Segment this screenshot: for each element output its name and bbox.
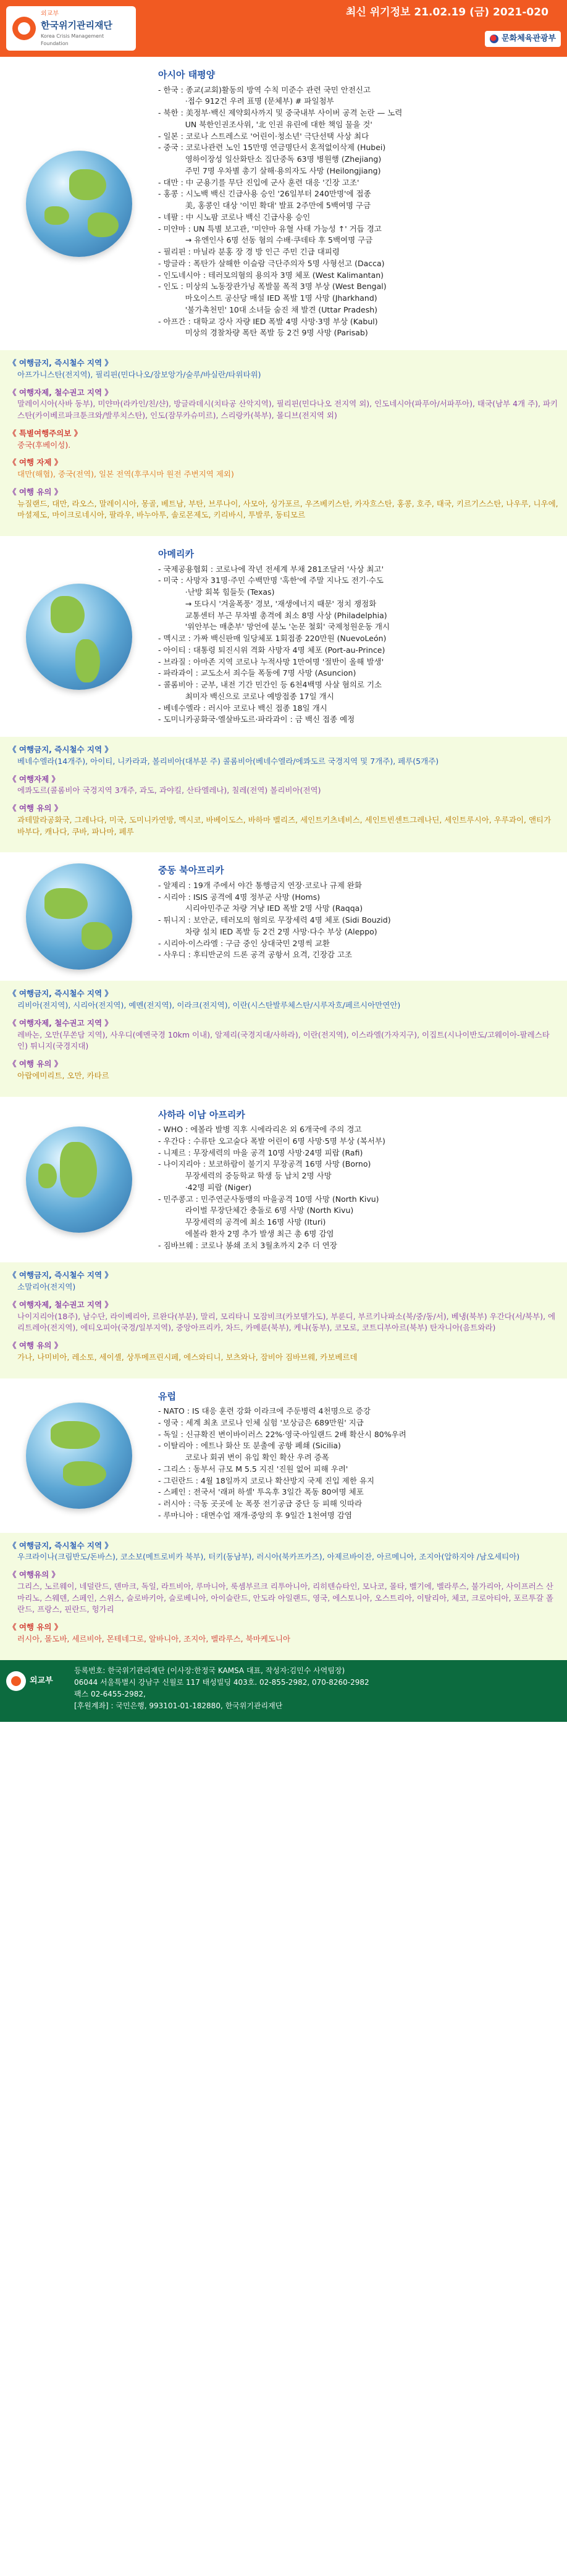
advisory-heading: 《 여행 유의 》	[9, 1341, 62, 1350]
globe-icon	[26, 151, 132, 257]
globe-column	[5, 863, 153, 970]
regions-container	[0, 57, 567, 1660]
news-item: '불가촉천민' 10대 소녀들 숨진 채 발견 (Uttar Pradesh)	[158, 304, 378, 314]
news-item: - 영국 : 세계 최초 코로나 인체 실험 '보상금은 689만원' 지급	[158, 1417, 364, 1427]
travel-advisory	[0, 1262, 567, 1378]
foundation-logo-icon	[12, 17, 36, 40]
advisory-countries: 우크라이나(크림반도/돈바스), 코소보(메트로비카 북부), 터키(동남부), 러시아(북카프카즈), 아제르바이잔, 아르메니아, 조지아(압하지야 /남오세티아)	[17, 1552, 520, 1562]
news-item: 에볼라 환자 2명 추가 발생 최근 총 6명 감염	[158, 1228, 334, 1238]
news-item: - 북한 : 美정부·백신 제약회사까지 및 중국내부 사이버 공격 논란 — 노력	[158, 108, 403, 117]
advisory-countries: 리비아(전지역), 시리아(전지역), 예멘(전지역), 이라크(전지역), 이란(시스탄발루체스탄/시루자흐/페르시아만연안)	[17, 1001, 401, 1010]
news-item: - 한국 : 종교(교회)활동의 방역 수칙 미준수 관련 국민 안전신고	[158, 85, 371, 94]
news-item: - 그린란드 : 4월 18일까지 코로나 확산방지 국제 진입 제한 유지	[158, 1475, 375, 1485]
news-item: - 대만 : 中 군용기를 무단 진입에 군사 훈련 대응 '긴장 고조'	[158, 177, 359, 187]
news-item: - 홍콩 : 시노백 백신 긴급사용 승인 '26일부터 240만명'에 접종	[158, 189, 371, 199]
globe-land-shape	[51, 596, 85, 633]
advisory-group	[9, 1622, 558, 1645]
news-item: - 독일 : 신규확진 변이바이러스 22%·영국·아일랜드 2배 확산시 80%우려	[158, 1429, 406, 1439]
news-item: - 알제리 : 19개 주에서 야간 통행금지 연장·코로나 규제 완화	[158, 880, 363, 890]
news-item: - 짐바브웨 : 코로나 봉쇄 조치 3월초까지 2주 더 연장	[158, 1240, 337, 1250]
region-section	[0, 536, 567, 852]
advisory-group	[9, 803, 558, 837]
advisory-countries: 아랍에미리트, 오만, 카타르	[17, 1070, 109, 1080]
advisory-countries: 레바논, 오만(무쏜담 지역), 사우디(예멘국경 10km 이내), 알제리(국경지대/사하라), 이란(전지역), 이스라엘(가자지구), 이집트(시나이반도/고웨이아-팔레스타인) 튀니지(국경지대)	[17, 1030, 550, 1051]
news-item: 차량 설치 IED 폭발 등 2건 2명 사망·다수 부상 (Aleppo)	[158, 926, 377, 936]
news-item: - 멕시코 : 가짜 백신판매 일당체포 1회접종 220만원 (NuevoLeón)	[158, 634, 387, 643]
news-item: - 인도네시아 : 테러모의혐의 용의자 3명 체포 (West Kalimantan)	[158, 270, 384, 280]
globe-column	[5, 547, 153, 726]
globe-icon	[26, 1403, 132, 1509]
globe-land-shape	[82, 922, 112, 950]
advisory-heading: 《 여행 자제 》	[9, 458, 62, 468]
news-item: 교통센터 부근 무차별 총격에 최소 8명 사상 (Philadelphia)	[158, 610, 387, 620]
advisory-countries: 베네수엘라(14개주), 아이티, 니카라과, 볼리비아(대부분 주) 콜롬비아(베네수엘라/에콰도르 국경지역 및 7개주), 페루(5개주)	[17, 756, 439, 766]
news-item: - NATO : IS 대응 훈련 강화 이라크에 주둔병력 4천명으로 증강	[158, 1406, 371, 1416]
news-list	[158, 85, 560, 340]
news-item: - 브라질 : 아마존 지역 코로나 누적사망 1만여명 '절반이 올해 발생'	[158, 657, 384, 666]
news-item: - 미얀마 : UN 특별 보고관, '미얀마 유혈 사태 가능성 ↑' 거듭 경고	[158, 224, 382, 233]
logo-english: Korea Crisis Management Foundation	[41, 33, 104, 46]
news-item: 라이벌 무장단체간 충돌로 6명 사망 (North Kivu)	[158, 1206, 354, 1215]
globe-land-shape	[44, 206, 69, 225]
advisory-heading: 《 여행 유의 》	[9, 1059, 62, 1068]
news-item: - 니제르 : 무장세력의 마을 공격 10명 사망·24명 피랍 (Rafi)	[158, 1147, 363, 1157]
advisory-countries: 과테말라공화국, 그레나다, 미국, 도미니카연방, 멕시코, 바베이도스, 바하마 벨리즈, 세인트키츠네비스, 세인트빈센트그레나딘, 세인트루시아, 우루과이, 앤티가바부다, 캐나다, 쿠바, 파나마, 페루	[17, 815, 552, 836]
advisory-countries: 말레이시아(사바 동부), 미얀마(라카인/친/샨), 방글라데시(치타공 산악지역), 필리핀(민다나오 전지역 외), 인도네시아(파푸아/서파푸아), 태국(남부 4개 주), 파키스탄(카이베르파크툰크와/발루치스탄), 인도(잠무카슈미르), 스리랑카(북부), 몰디브(전지역 외)	[17, 399, 558, 420]
advisory-group	[9, 1569, 558, 1616]
news-item: → 유엔인사 6명 선동 혐의 수배·쿠데타 후 5백여명 구금	[158, 235, 373, 245]
advisory-countries: 중국(후베이성).	[17, 440, 71, 450]
advisory-heading: 《 여행자제, 철수권고 지역 》	[9, 1018, 112, 1028]
news-item: - 튀니지 : 보안군, 테러모의 혐의로 무장세력 4명 체포 (Sidi Bouzid)	[158, 915, 391, 925]
news-item: - 아이티 : 대통령 퇴진시위 격화 사망자 4명 체포 (Port-au-Prince)	[158, 645, 385, 655]
globe-icon	[26, 863, 132, 970]
globe-land-shape	[38, 1164, 57, 1188]
region-news	[0, 57, 567, 350]
advisory-heading: 《 여행자제, 철수권고 지역 》	[9, 1299, 112, 1309]
advisory-heading: 《 여행 유의 》	[9, 487, 62, 497]
advisory-group	[9, 1270, 558, 1293]
advisory-heading: 《 여행금지, 즉시철수 지역 》	[9, 745, 112, 754]
advisory-group	[9, 428, 558, 451]
news-item: - 중국 : 코로나관련 노인 15만명 연금명단서 혼적없이삭제 (Hubei)	[158, 143, 386, 153]
news-item: - 국제공용협회 : 코로나에 작년 전세계 부채 281조달러 '사상 최고'	[158, 564, 384, 574]
region-title: 중동 북아프리카	[158, 865, 224, 876]
globe-land-shape	[60, 1142, 97, 1198]
advisory-countries: 소말리아(전지역)	[17, 1282, 76, 1291]
news-item: - 루마니아 : 대면수업 재개·중앙의 후 9일간 1천여명 감염	[158, 1510, 352, 1520]
globe-land-shape	[44, 888, 88, 919]
ministry-badge	[485, 31, 561, 47]
advisory-group	[9, 387, 558, 422]
advisory-group	[9, 487, 558, 521]
travel-advisory	[0, 1533, 567, 1660]
news-item: - 민주콩고 : 민주연군사동맹의 마을공격 10명 사망 (North Kivu)	[158, 1194, 379, 1204]
foundation-logo[interactable]	[6, 6, 136, 51]
news-item: - 나이지리아 : 보코하람이 불기지 무장공격 16명 사망 (Borno)	[158, 1159, 371, 1169]
advisory-group	[9, 1299, 558, 1334]
news-list	[158, 564, 560, 726]
advisory-countries: 아프가니스탄(전지역), 필리핀(민다나오/잠보앙가/술루/바실란/타위타위)	[17, 369, 261, 379]
news-item: - 필리핀 : 마닐라 분홍 장 경 방 인근 주민 긴급 대피령	[158, 247, 340, 256]
advisory-group	[9, 358, 558, 381]
advisory-heading: 《 특별여행주의보 》	[9, 428, 82, 438]
news-item: → 또다시 '겨울폭풍' 경보, '재생에너지 때문' 정치 쟁점화	[158, 598, 377, 608]
footer-logo-icon	[6, 1671, 26, 1691]
advisory-heading: 《 여행유의 》	[9, 1570, 60, 1579]
news-item: - 이탈리아 : 에트나 화산 또 분출에 공항 폐쇄 (Sicilia)	[158, 1441, 341, 1451]
advisory-heading: 《 여행자제 》	[9, 774, 60, 784]
advisory-group	[9, 457, 558, 480]
ministry-emblem-icon	[490, 35, 498, 43]
advisory-heading: 《 여행 유의 》	[9, 803, 62, 813]
advisory-heading: 《 여행금지, 즉시철수 지역 》	[9, 358, 112, 367]
region-news	[0, 1378, 567, 1533]
news-item: - 시리아 : ISIS 공격에 4명 정부군 사망 (Homs)	[158, 892, 321, 902]
globe-land-shape	[88, 212, 119, 237]
news-item: - 도미니카공화국·엘살바도르·파라과이 : 금 백신 접종 예정	[158, 715, 355, 724]
travel-advisory	[0, 981, 567, 1096]
news-item: 마오이스트 공산당 매설 IED 폭발 1명 사망 (Jharkhand)	[158, 293, 377, 303]
page-title: 최신 위기정보 21.02.19 (금) 2021-020	[346, 6, 548, 19]
globe-column	[5, 1390, 153, 1522]
news-item: ·난방 회복 힘들듯 (Texas)	[158, 587, 275, 597]
news-item: - 스페인 : 전국서 '래퍼 하셀' 투옥후 3일간 폭동 80여명 체포	[158, 1487, 364, 1497]
globe-column	[5, 1108, 153, 1252]
advisory-countries: 대만(해협), 중국(전역), 일본 전역(후쿠시마 원전 주변지역 제외)	[17, 469, 234, 479]
news-item: - 그리스 : 동부서 규모 M 5.5 지진 '진원 없어 피해 우려'	[158, 1464, 348, 1474]
news-item: - WHO : 에볼라 발병 직후 시에라리온 외 6개국에 주의 경고	[158, 1125, 362, 1134]
news-item: - 베네수엘라 : 러시아 코로나 백신 접종 18일 개시	[158, 703, 327, 713]
news-list	[158, 1124, 560, 1251]
news-item: 무장세력의 중등학교 학생 등 납치 2명 사망	[158, 1171, 332, 1180]
news-item: 영하이장성 일산화탄소 집단중독 63명 병원행 (Zhejiang)	[158, 154, 382, 164]
news-item: - 아프간 : 대학교 강사 자량 IED 폭발 4명 사망·3명 부상 (Kabul)	[158, 316, 378, 326]
news-item: UN 북한인권조사위, '北 인권 유린에 대한 책임 물을 것'	[158, 119, 372, 129]
globe-column	[5, 68, 153, 339]
region-content	[153, 547, 560, 726]
region-content	[153, 68, 560, 339]
advisory-group	[9, 1059, 558, 1082]
region-title: 아메리카	[158, 548, 194, 560]
advisory-countries: 러시아, 몰도바, 세르비아, 몬테네그로, 알바니아, 조지아, 벨라루스, 북마케도니아	[17, 1634, 291, 1643]
globe-land-shape	[63, 1461, 106, 1486]
footer	[0, 1660, 567, 1722]
advisory-countries: 뉴질랜드, 대만, 라오스, 말레이시아, 몽골, 베트남, 부탄, 브루나이, 사모아, 싱가포르, 우즈베키스탄, 카자흐스탄, 홍콩, 호주, 태국, 키르기스스탄, 나우루, 니우에, 마셜제도, 마이크로네시아, 팔라우, 바누아투, 솔로몬제도, 키리바시, 투발루, 동티모르	[17, 498, 558, 520]
advisory-group	[9, 1018, 558, 1052]
footer-line-3: 팩스 02-6455-2982,	[74, 1689, 146, 1698]
region-section	[0, 57, 567, 536]
news-item: - 시리아·이스라엘 : 구금 중인 상대국민 2명씩 교환	[158, 938, 330, 948]
region-section	[0, 852, 567, 1096]
footer-logo	[6, 1669, 68, 1693]
footer-logo-name: 외교부	[30, 1676, 53, 1685]
footer-line-4: [후원계좌] : 국민은행, 993101-01-182880, 한국위기관리재단	[74, 1701, 283, 1711]
news-item: 무장세력의 공격에 최소 16명 사망 (Ituri)	[158, 1217, 326, 1227]
news-item: - 우간다 : 수류탄 오고술다 폭발 어린이 6명 사망·5명 부상 (복서부)	[158, 1136, 385, 1146]
news-item: ·42명 피랍 (Niger)	[158, 1182, 252, 1192]
advisory-group	[9, 1340, 558, 1364]
advisory-group	[9, 988, 558, 1012]
advisory-group	[9, 774, 558, 797]
advisory-heading: 《 여행금지, 즉시철수 지역 》	[9, 1540, 112, 1550]
globe-land-shape	[75, 639, 100, 682]
advisory-group	[9, 744, 558, 768]
advisory-countries: 나이지리아(18주), 남수단, 라이베리아, 르완다(부분), 말리, 모리타니 모잠비크(카보델가도), 부룬디, 부르키나파소(북/중/동/서), 베냉(북부) 우간다(서/북부), 에리트레아(전지역), 에티오피아(국경/일부지역), 중앙아프리카, 차드, 카메룬(북부), 케냐(동부), 코모로, 코트디부아르(북부) 탄자니아(음트와라)	[17, 1311, 556, 1333]
region-content	[153, 1108, 560, 1252]
globe-icon	[26, 1126, 132, 1233]
travel-advisory	[0, 350, 567, 536]
news-item: - 콜롬비아 : 군부, 내전 기간 민간인 등 6천4백명 사살 혐의로 기소	[158, 680, 382, 689]
logo-subtitle: 외교부	[41, 10, 59, 18]
news-item: - 네팔 : 中 시노팜 코로나 백신 긴급사용 승인	[158, 212, 311, 222]
advisory-countries: 에콰도르(콜롬비아 국경지역 3개주, 과도, 과야킬, 산타엘레나), 칠레(전역) 볼리비아(전역)	[17, 786, 321, 795]
news-item: '위안부는 매춘부' 망언에 분노 '논문 철회' 국제청원운동 개시	[158, 622, 390, 632]
news-item: ·접수 912건 우려 표명 (문체부) # 파일첨부	[158, 96, 334, 106]
footer-line-1: 등록번호: 한국위기관리재단 (이사장:한정국 KAMSA 대표, 작성자:김민수 사역팀장)	[74, 1666, 345, 1675]
advisory-heading: 《 여행 유의 》	[9, 1622, 62, 1632]
news-list	[158, 1406, 560, 1522]
news-item: - 파라과이 : 교도소서 죄수들 폭동에 7명 사망 (Asuncion)	[158, 668, 356, 678]
region-content	[153, 1390, 560, 1522]
news-item: - 러시아 : 극동 곳곳에 눈 폭풍 전기공급 중단 등 피해 잇따라	[158, 1499, 363, 1508]
region-title: 유럽	[158, 1390, 176, 1402]
advisory-heading: 《 여행자제, 철수권고 지역 》	[9, 387, 112, 397]
advisory-heading: 《 여행금지, 즉시철수 지역 》	[9, 989, 112, 999]
news-item: 시리아민주군 차량 겨냥 IED 폭발 2명 사망 (Raqqa)	[158, 904, 363, 913]
header	[0, 0, 567, 57]
region-content	[153, 863, 560, 970]
region-news	[0, 1097, 567, 1263]
region-news	[0, 852, 567, 981]
advisory-group	[9, 1540, 558, 1564]
news-item: - 사우디 : 후티반군의 드론 공격 공항서 요격, 긴장감 고조	[158, 950, 353, 960]
news-item: 최미자 백신으로 코로나 예방접종 17일 개시	[158, 691, 334, 701]
region-section	[0, 1378, 567, 1660]
news-item: 코로나 회귀 변이 유입 확인 확산 우려 증폭	[158, 1453, 329, 1462]
globe-land-shape	[69, 169, 106, 200]
news-item: - 미국 : 사망자 31명·주민 수백만명 '혹한'에 주말 지나도 전기·수도	[158, 576, 384, 585]
logo-name: 한국위기관리재단	[41, 20, 112, 31]
advisory-countries: 그리스, 노르웨이, 네덜란드, 덴마크, 독일, 라트비아, 루마니아, 룩셈부르크 리투아니아, 리히텐슈타인, 모나코, 몰타, 벨기에, 벨라루스, 불가리아, 사이프러스 산마리노, 스웨덴, 스페인, 스위스, 슬로바키아, 슬로베니아, 아이슬란드, 안도라 아일랜드, 영국, 에스토니아, 오스트리아, 이탈리아, 체코, 크로아티아, 포르투갈 폴란드, 프랑스, 핀란드, 헝가리	[17, 1581, 553, 1614]
news-item: - 일본 : 코로나 스트레스로 '어린이·청소년' 극단선택 사상 최다	[158, 131, 369, 141]
news-list	[158, 880, 560, 961]
region-title: 아시아 태평양	[158, 69, 216, 80]
news-item: - 방글라 : 폭탄가 살해한 이슬람 극단주의자 5명 사형선고 (Dacca)	[158, 258, 385, 268]
news-item: 미상의 경찰차량 폭탄 폭발 등 2건 9명 사망 (Parisab)	[158, 328, 368, 338]
advisory-countries: 가나, 나미비아, 레소토, 세이셸, 상투메프린시페, 에스와티니, 보츠와나, 잠비아 짐바브웨, 카보베르데	[17, 1352, 358, 1362]
globe-land-shape	[51, 1421, 100, 1449]
advisory-heading: 《 여행금지, 즉시철수 지역 》	[9, 1270, 112, 1280]
ministry-name: 문화체육관광부	[502, 34, 556, 43]
news-item: - 인도 : 미상의 노동장관가닝 폭발물 폭적 3명 부상 (West Bengal)	[158, 282, 387, 292]
news-item: 주민 7명 우차별 총기 살해·용의자도 사망 (Heilongjiang)	[158, 166, 381, 175]
region-news	[0, 536, 567, 737]
region-section	[0, 1097, 567, 1378]
footer-line-2: 06044 서울특별시 강남구 신월로 117 태성빌딩 403호. 02-855-2982, 070-8260-2982	[74, 1677, 369, 1687]
travel-advisory	[0, 737, 567, 852]
news-item: 美, 홍콩인 대상 '이민 확대' 발표 2주만에 5백여명 구금	[158, 201, 371, 210]
region-title: 사하라 이남 아프리카	[158, 1109, 245, 1120]
globe-icon	[26, 584, 132, 690]
